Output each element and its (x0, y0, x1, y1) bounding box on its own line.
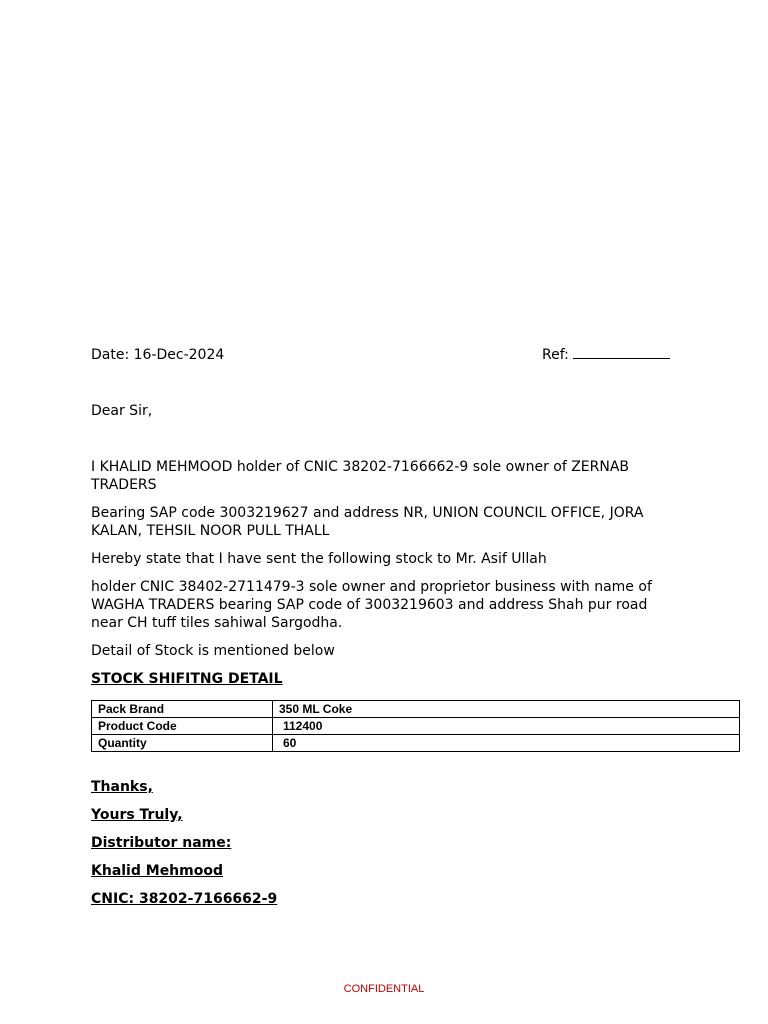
table-cell-value: 350 ML Coke (273, 701, 740, 718)
table-row (92, 718, 740, 735)
confidential-footer: CONFIDENTIAL (343, 983, 425, 995)
paragraph-detail-intro: Detail of Stock is mentioned below (91, 643, 335, 659)
paragraph-recipient: holder CNIC 38402-2711479-3 sole owner and proprietor business with name of WAGHA TRADERS bearing SAP code of 3003219603 and address Shah pur road near CH tuff tiles sahiwal Sargodha. (91, 579, 652, 631)
closing-block (91, 778, 741, 908)
table-row (92, 701, 740, 718)
table-cell-label: Pack Brand (92, 701, 273, 718)
table-row (92, 735, 740, 752)
ref-blank-line (573, 346, 670, 359)
paragraph-sap-address: Bearing SAP code 3003219627 and address NR, UNION COUNCIL OFFICE, JORA KALAN, TEHSIL NOOR PULL THALL (91, 505, 644, 539)
ref-line (542, 346, 670, 364)
table-cell-value: 112400 (273, 718, 740, 735)
greeting: Dear Sir, (91, 403, 153, 419)
paragraph-statement: Hereby state that I have sent the following stock to Mr. Asif Ullah (91, 551, 547, 567)
paragraph-owner: I KHALID MEHMOOD holder of CNIC 38202-7166662-9 sole owner of ZERNAB TRADERS (91, 459, 630, 493)
stock-table (91, 700, 740, 752)
table-cell-label: Quantity (92, 735, 273, 752)
section-title: STOCK SHIFITNG DETAIL (91, 671, 283, 687)
table-cell-label: Product Code (92, 718, 273, 735)
ref-label: Ref: (542, 347, 569, 363)
letter-header (91, 346, 741, 364)
closing-yours-truly: Yours Truly, (91, 807, 183, 823)
closing-thanks: Thanks, (91, 779, 153, 795)
table-cell-value: 60 (273, 735, 740, 752)
letter-body (91, 346, 741, 918)
closing-distributor-name: Khalid Mehmood (91, 863, 223, 879)
date-line: Date: 16-Dec-2024 (91, 347, 225, 363)
closing-cnic: CNIC: 38202-7166662-9 (91, 891, 278, 907)
closing-distributor-label: Distributor name: (91, 835, 232, 851)
